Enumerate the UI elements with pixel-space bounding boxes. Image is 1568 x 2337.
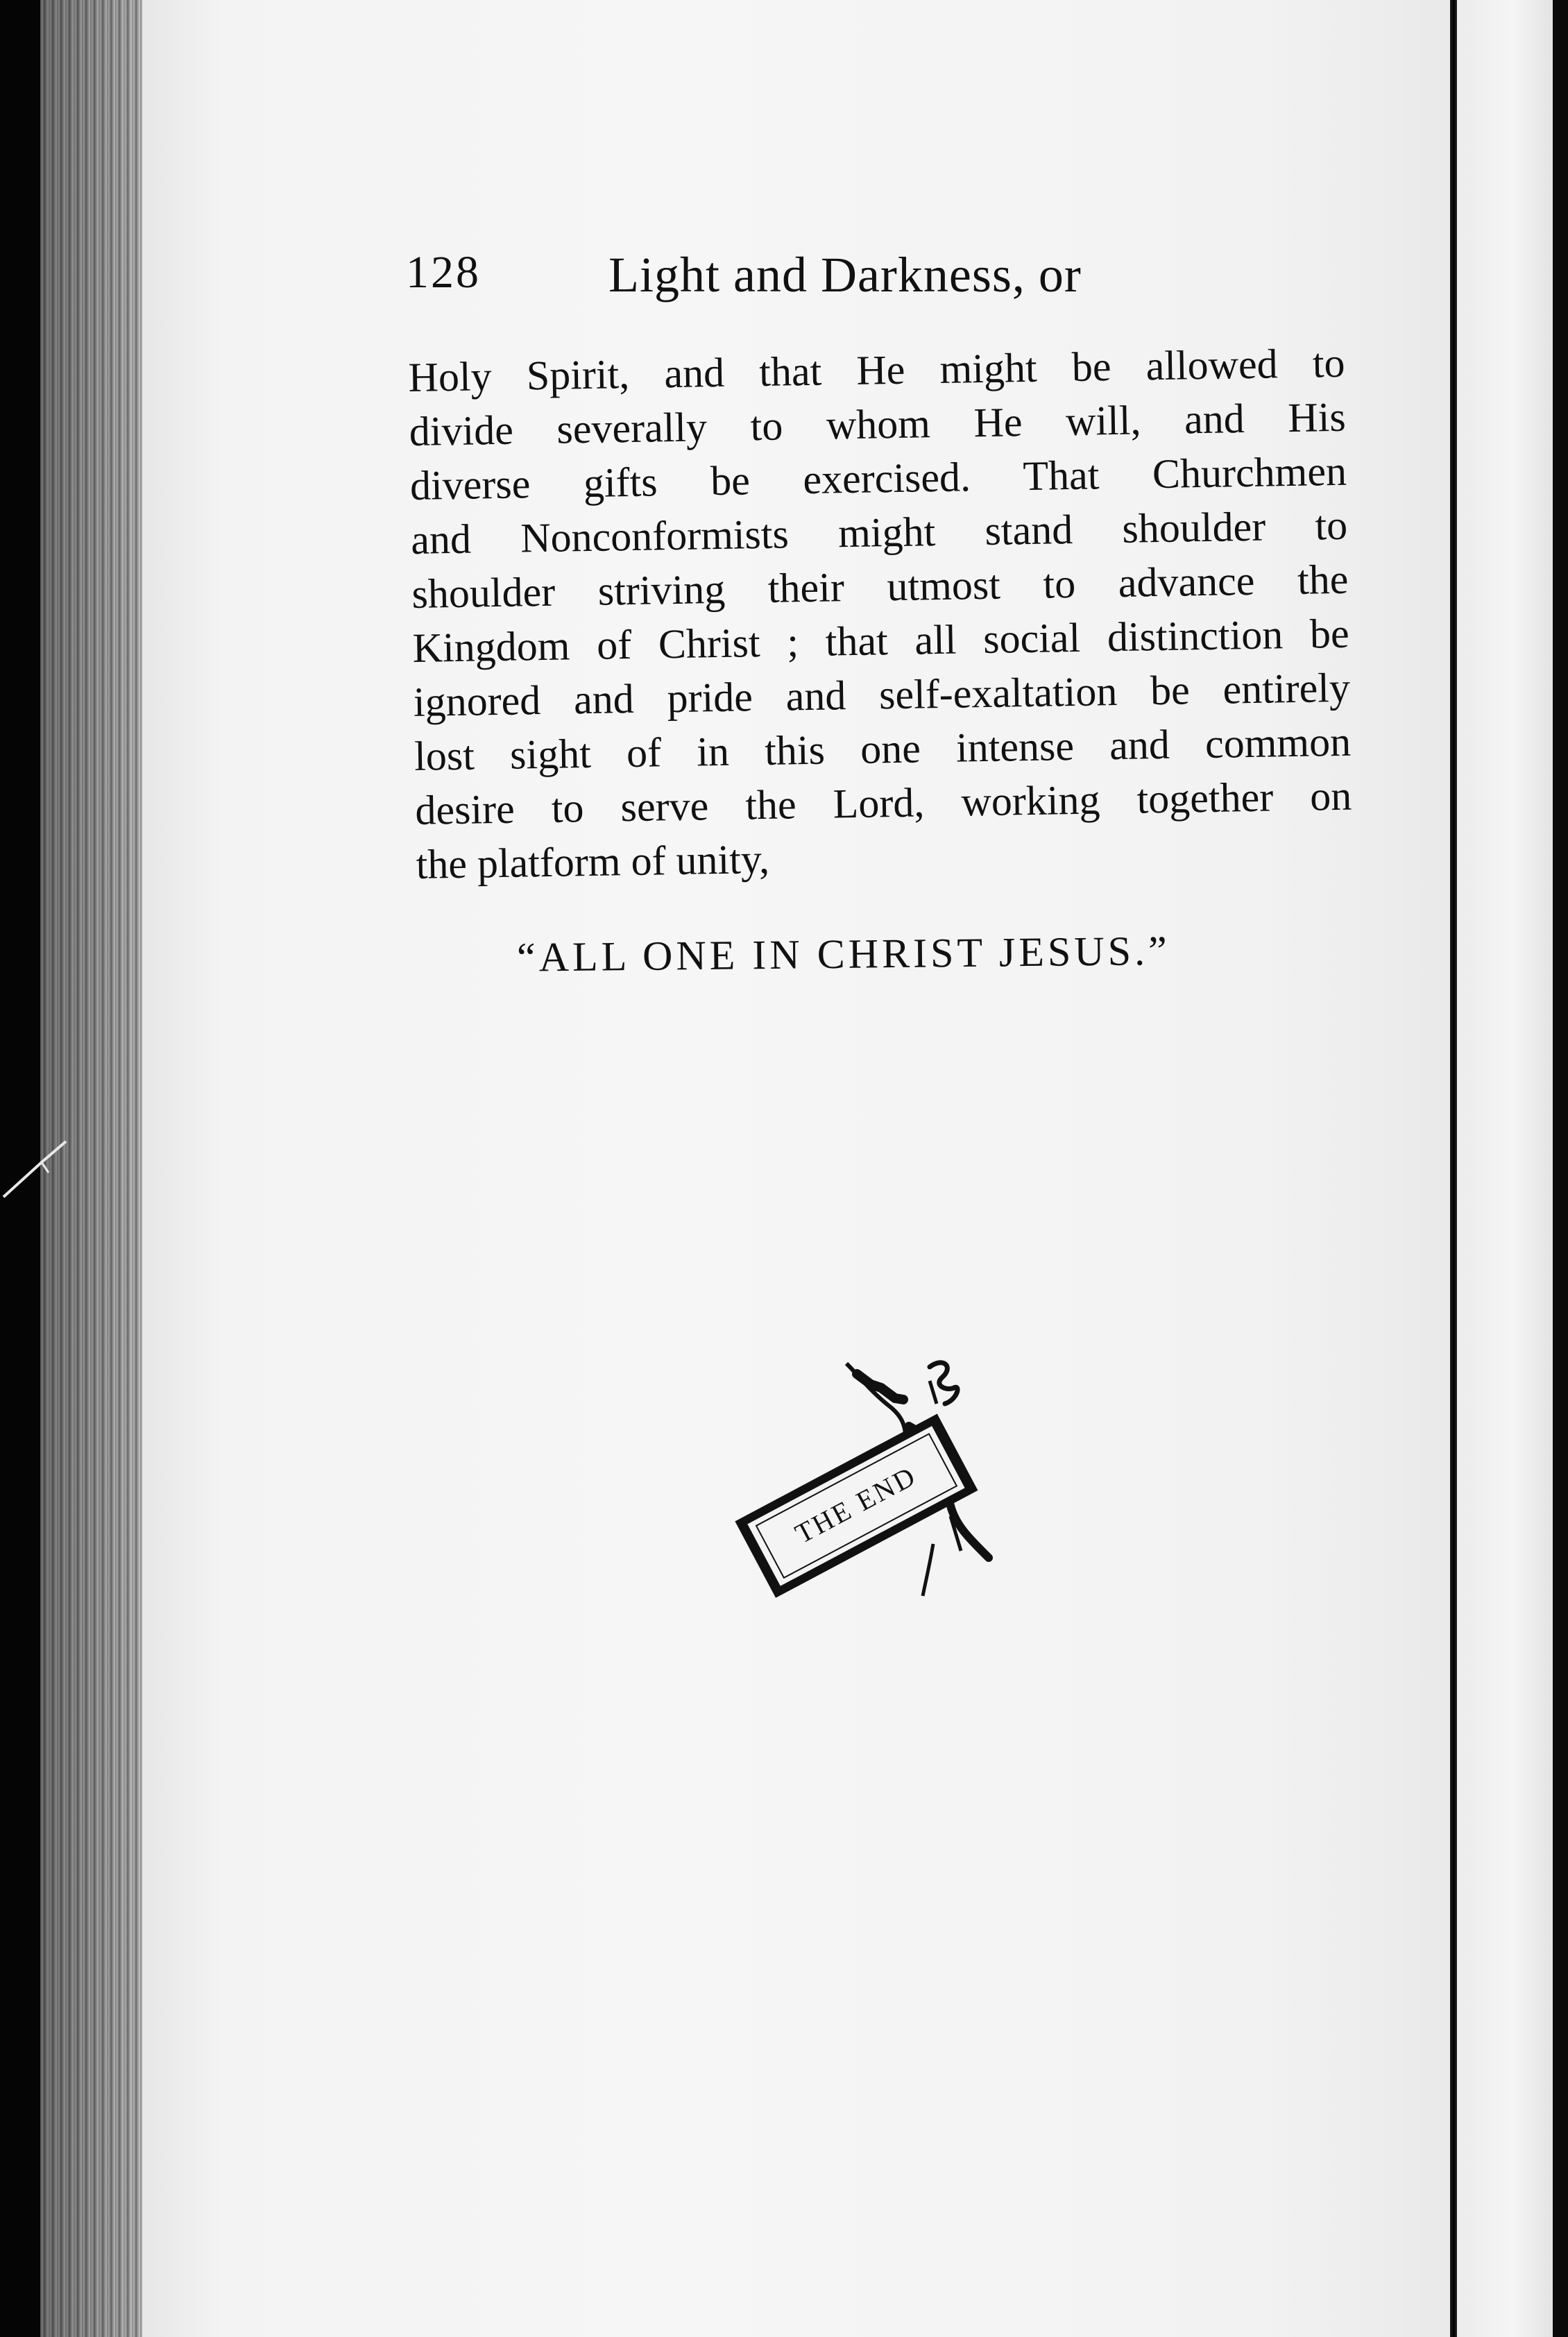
body-line: Holy Spirit, and that He might be allowed to — [408, 339, 1345, 400]
the-end-tag-icon — [722, 1350, 1062, 1641]
body-paragraph — [408, 336, 1353, 892]
body-line: and Nonconformists might stand shoulder to — [410, 502, 1348, 563]
body-line: divide severally to whom He will, and His — [409, 393, 1347, 454]
adjacent-page — [1457, 0, 1568, 2337]
adjacent-page-edge — [1553, 0, 1568, 2337]
body-line: the platform of unity, — [416, 835, 770, 887]
the-end-label: THE END — [790, 1459, 922, 1550]
body-line: ignored and pride and self-exaltation be entirely — [413, 664, 1351, 725]
body-line: diverse gifts be exercised. That Churchmen — [409, 448, 1347, 509]
body-line: desire to serve the Lord, working together on — [414, 772, 1352, 833]
margin-mark — [0, 1131, 76, 1207]
running-head — [406, 246, 1204, 309]
page-number: 128 — [406, 247, 481, 298]
body-line: shoulder striving their utmost to advance the — [411, 556, 1349, 617]
closing-motto: “ALL ONE IN CHRIST JESUS.” — [516, 927, 1170, 980]
body-line: lost sight of in this one intense and common — [414, 718, 1352, 779]
body-line: Kingdom of Christ ; that all social distinction be — [412, 610, 1350, 671]
running-title: Light and Darkness, or — [608, 247, 1082, 303]
page-fold — [1450, 0, 1457, 2337]
the-end-ornament — [722, 1350, 1062, 1641]
